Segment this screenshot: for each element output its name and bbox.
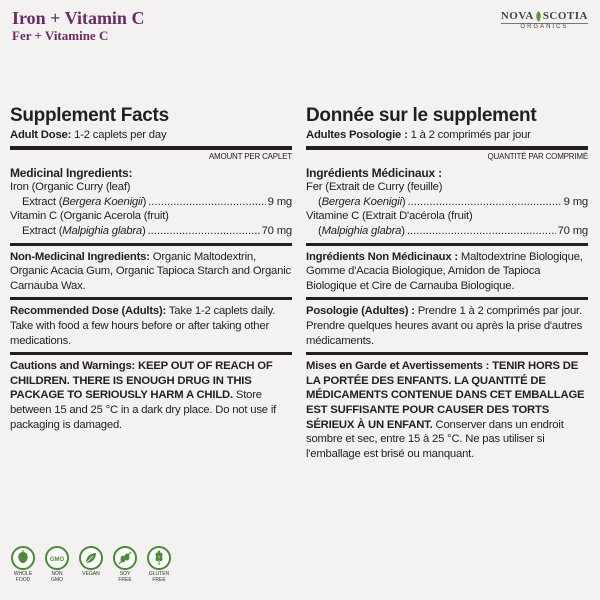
ingredient-amount: 9 mg (563, 195, 588, 208)
dose-value: 1 à 2 comprimés par jour (407, 129, 531, 141)
gluten-free-icon (151, 550, 167, 566)
ingredient-line: Fer (Extrait de Curry (feuille) (306, 181, 443, 194)
ingredient-amount: 70 mg (261, 224, 292, 237)
product-header (12, 8, 144, 43)
ingredient-row: Extract (Malpighia glabra) ..... 70 mg (10, 224, 292, 239)
badge-whole-food: WHOLE FOOD (8, 546, 38, 583)
non-medicinal-ingredients: Ingrédients Non Médicinaux : Maltodextrine Biologique, Gomme d'Acacia Biologique, Amidon de Tapioca Biologique et Cire de Carnauba Biologique. (306, 250, 583, 292)
logo-text-nova: NOVA (500, 10, 534, 22)
latin-name: Bergera Koenigii (321, 195, 402, 208)
divider (10, 297, 292, 300)
facts-title: Donnée sur le supplement (306, 105, 537, 126)
ingredient-line: Vitamine C (Extrait D'acérola (fruit) (306, 210, 473, 223)
product-title-fr: Fer + Vitamine C (12, 28, 109, 43)
cautions-warnings: Cautions and Warnings: KEEP OUT OF REACH OF CHILDREN. THERE IS ENOUGH DRUG IN THIS PACKAGE TO SERIOUSLY HARM A CHILD. Store between 15 and 25 °C in a dark dry place. Do not use if packaging is damaged. (10, 360, 277, 431)
ingredient-amount: 9 mg (267, 195, 292, 208)
supplement-facts-fr (306, 106, 588, 461)
soy-free-icon (117, 550, 133, 566)
dose-label: Adultes Posologie : (306, 129, 408, 141)
latin-name: Malpighia glabra (321, 224, 402, 237)
supplement-facts-en (10, 106, 292, 432)
ingredient-row: (Malpighia glabra) ..... 70 mg (306, 224, 588, 239)
medicinal-heading: Medicinal Ingredients: (10, 165, 133, 180)
non-medicinal-ingredients: Non-Medicinal Ingredients: Organic Maltodextrin, Organic Acacia Gum, Organic Tapioca Starch and Organic Carnauba Wax. (10, 250, 291, 292)
certification-badges (8, 546, 174, 583)
divider (306, 243, 588, 246)
latin-name: Malpighia glabra (62, 224, 142, 237)
badge-non-gmo: GMO NON GMO (42, 546, 72, 583)
medicinal-heading: Ingrédients Médicinaux : (306, 165, 442, 180)
recommended-dose: Recommended Dose (Adults): Take 1-2 caplets daily. Take with food a few hours before or after taking other medications. (10, 305, 276, 347)
divider (10, 352, 292, 355)
ingredient-row: Extract (Bergera Koenigii) ..... 9 mg (10, 195, 292, 210)
badge-soy-free: SOY FREE (110, 546, 140, 583)
product-title-en: Iron + Vitamin C (12, 8, 145, 28)
badge-gluten-free: GLUTEN FREE (144, 546, 174, 583)
divider (10, 243, 292, 246)
vegan-icon (83, 550, 99, 566)
dose-label: Adult Dose: (10, 129, 72, 141)
ingredient-row: (Bergera Koenigii) ..... 9 mg (306, 195, 588, 210)
logo-text-scotia: SCOTIA (542, 10, 588, 22)
adult-dose (306, 128, 588, 143)
amount-header: AMOUNT PER CAPLET (208, 151, 292, 161)
dose-value: 1-2 caplets per day (71, 129, 167, 141)
adult-dose (10, 128, 292, 143)
ingredient-line: Vitamin C (Organic Acerola (fruit) (10, 210, 169, 223)
leaf-icon (535, 11, 542, 22)
non-gmo-icon (49, 550, 65, 566)
facts-title: Supplement Facts (10, 105, 169, 126)
cautions-warnings: Mises en Garde et Avertissements : TENIR HORS DE LA PORTÉE DES ENFANTS. LA QUANTITÉ DE MÉDICAMENTS CONTENUE DANS CET EMBALLAGE EST SUFFISANTE POUR CAUSER DES TORTS SÉRIEUX À UN ENFANT. Conserver dans un endroit sombre et sec, entre 15 à 25 °C. Ne pas utiliser si l'emballage est brisé ou manquant. (306, 360, 585, 460)
ingredient-amount: 70 mg (557, 224, 588, 237)
badge-vegan: VEGAN (76, 546, 106, 583)
divider (306, 352, 588, 355)
divider (10, 146, 292, 150)
logo-text-organics: ORGANICS (501, 23, 588, 30)
whole-food-icon (15, 550, 31, 566)
amount-header: QUANTITÉ PAR COMPRIMÉ (487, 151, 588, 161)
brand-logo (501, 10, 588, 30)
ingredient-line: Iron (Organic Curry (leaf) (10, 181, 131, 194)
svg-text:GMO: GMO (49, 557, 65, 563)
divider (306, 297, 588, 300)
recommended-dose: Posologie (Adultes) : Prendre 1 à 2 comprimés par jour. Prendre quelques heures avant ou après la prise d'autres médicaments. (306, 305, 583, 347)
divider (306, 146, 588, 150)
latin-name: Bergera Koenigii (62, 195, 143, 208)
